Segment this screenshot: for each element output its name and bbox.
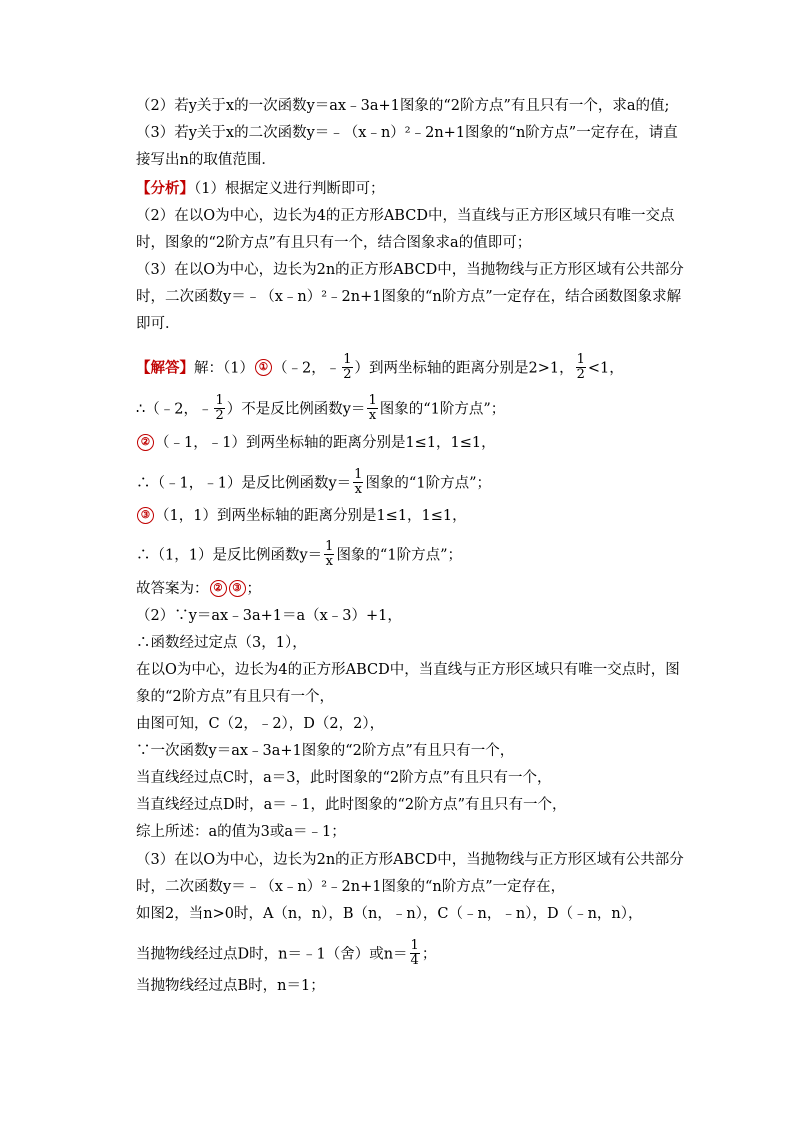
part2-line2: ∴函数经过定点（3，1）， (136, 635, 307, 651)
point-label-text: 图象的“1阶方点”； (336, 547, 462, 564)
point-1: （﹣2，﹣ (272, 360, 341, 377)
answer-line (136, 580, 261, 598)
solution-line3 (136, 434, 496, 452)
fraction-one-over-x: $\frac{1}{x}$ (354, 467, 363, 497)
circled-3: ③ (137, 507, 154, 524)
analysis-line1 (136, 180, 384, 198)
solution-label: 【解答】 (136, 359, 194, 377)
solution-line2 (136, 395, 505, 424)
analysis-text: （1）根据定义进行判断即可； (194, 181, 385, 197)
circled-2: ② (137, 434, 154, 451)
part2-line9: 综上所述：a的值为3或a＝﹣1； (136, 824, 346, 840)
solution-line1 (136, 354, 624, 383)
fraction-one-quarter: $\frac{1}{4}$ (410, 938, 419, 968)
analysis-label: 【分析】 (136, 180, 194, 197)
fraction-half: $\frac{1}{2}$ (576, 352, 585, 382)
point-label-text: 图象的“1阶方点”； (379, 401, 506, 418)
analysis-line4: （3）在以O为中心，边长为2n的正方形ABCD中，当抛物线与正方形区域有公共部分 (136, 262, 684, 278)
question-part-2: （2）若y关于x的一次函数y＝ax﹣3a+1图象的“2阶方点”有且只有一个，求a的值; (136, 98, 670, 114)
compare-text: <1， (587, 360, 624, 377)
not-inverse-text: ）不是反比例函数y＝ (226, 401, 366, 418)
distance-text: ）到两坐标轴的距离分别是2>1， (354, 360, 574, 377)
part2-line6: ∵一次函数y＝ax﹣3a+1图象的“2阶方点”有且只有一个， (136, 743, 515, 759)
circled-2: ② (210, 580, 227, 597)
fraction-half: $\frac{1}{2}$ (343, 352, 352, 382)
part3-line2: 时，二次函数y＝﹣（x﹣n）²﹣2n+1图象的“n阶方点”一定存在， (136, 879, 566, 895)
question-part-3-line1: （3）若y关于x的二次函数y＝﹣（x﹣n）²﹣2n+1图象的“n阶方点”一定存在，请直 (136, 125, 678, 141)
part3-line5: 当抛物线经过点B时，n＝1； (136, 978, 325, 994)
therefore-text: ∴（﹣1，﹣1）是反比例函数y＝ (136, 475, 352, 492)
solution-line6 (136, 541, 462, 570)
therefore-text: ∴（﹣2，﹣ (136, 401, 213, 418)
question-part-3-line2: 接写出n的取值范围． (136, 152, 276, 168)
fraction-half: $\frac{1}{2}$ (215, 393, 224, 423)
parabola-d-text: 当抛物线经过点D时，n＝﹣1（舍）或n＝ (136, 946, 408, 963)
fraction-one-over-x: $\frac{1}{x}$ (368, 393, 377, 423)
part2-line8: 当直线经过点D时，a＝﹣1，此时图象的“2阶方点”有且只有一个， (136, 797, 567, 813)
point-3-text: （1，1）到两坐标轴的距离分别是1≤1，1≤1， (155, 508, 467, 524)
fraction-one-over-x: $\frac{1}{x}$ (325, 539, 334, 569)
part2-line7: 当直线经过点C时，a＝3，此时图象的“2阶方点”有且只有一个， (136, 770, 552, 786)
part3-line3: 如图2，当n>0时，A（n，n），B（n，﹣n），C（﹣n，﹣n），D（﹣n，n）， (136, 906, 643, 922)
analysis-line3: 时，图象的“2阶方点”有且只有一个，结合图象求a的值即可； (136, 235, 532, 251)
solution-text: 解：（1） (194, 360, 254, 377)
circled-3: ③ (229, 580, 246, 597)
part2-line1: （2）∵y＝ax﹣3a+1＝a（x﹣3）+1， (136, 608, 402, 624)
part2-line4: 象的“2阶方点”有且只有一个， (136, 689, 335, 705)
analysis-line2: （2）在以O为中心，边长为4的正方形ABCD中，当直线与正方形区域只有唯一交点 (136, 208, 675, 224)
analysis-line6: 即可． (136, 316, 180, 332)
therefore-text: ∴（1，1）是反比例函数y＝ (136, 547, 323, 564)
solution-line5 (136, 507, 467, 525)
part2-line5: 由图可知，C（2，﹣2），D（2，2）， (136, 716, 385, 732)
analysis-line5: 时，二次函数y＝﹣（x﹣n）²﹣2n+1图象的“n阶方点”一定存在，结合函数图象求解 (136, 289, 682, 305)
point-label-text: 图象的“1阶方点”； (365, 475, 491, 492)
answer-label: 故答案为： (136, 581, 209, 597)
solution-line4 (136, 469, 491, 498)
parabola-d-end: ； (421, 946, 437, 963)
circled-1: ① (255, 359, 272, 376)
part3-line4 (136, 940, 436, 969)
point-2-text: （﹣1，﹣1）到两坐标轴的距离分别是1≤1，1≤1， (155, 435, 496, 451)
part2-line3: 在以O为中心，边长为4的正方形ABCD中，当直线与正方形区域只有唯一交点时，图 (136, 662, 680, 678)
part3-line1: （3）在以O为中心，边长为2n的正方形ABCD中，当抛物线与正方形区域有公共部分 (136, 852, 684, 868)
answer-end: ； (246, 581, 261, 597)
